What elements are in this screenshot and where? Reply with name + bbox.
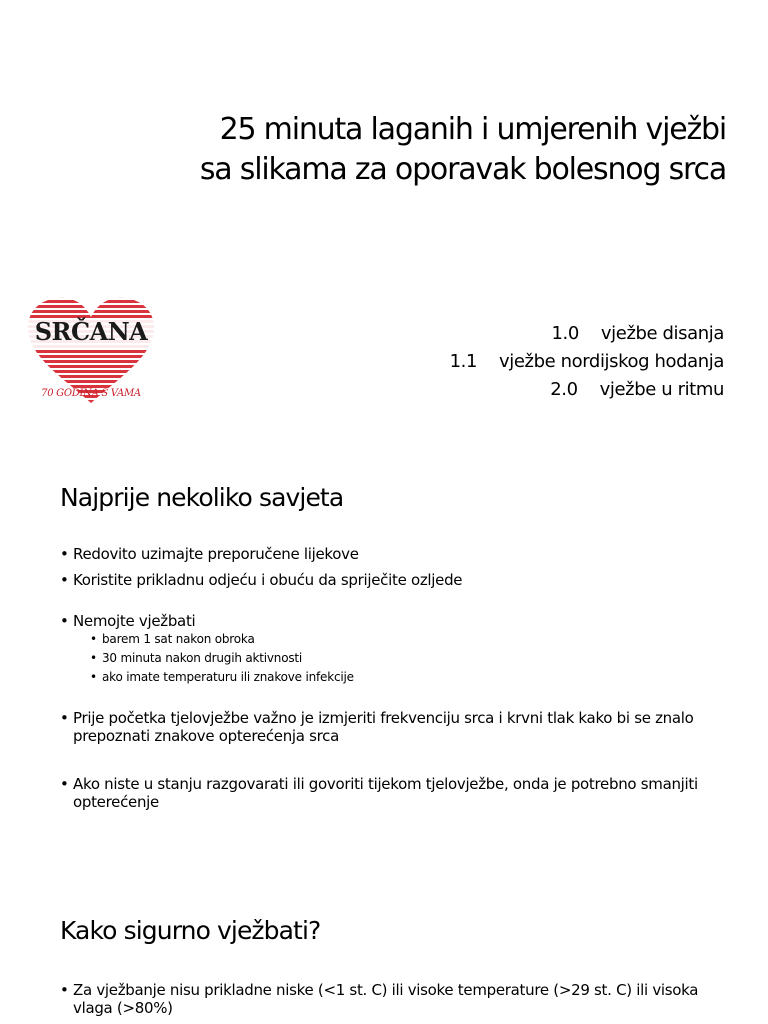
srcana-logo bbox=[22, 295, 160, 408]
title-line-1: 25 minuta laganih i umjerenih vježbi bbox=[219, 112, 726, 147]
advice-heading: Najprije nekoliko savjeta bbox=[60, 483, 344, 512]
title-line-2: sa slikama za oporavak bolesnog srca bbox=[199, 152, 726, 187]
logo-tagline: 70 GODINA S VAMA bbox=[41, 388, 141, 399]
safety-heading: Kako sigurno vježbati? bbox=[60, 916, 321, 945]
exercise-index bbox=[300, 320, 724, 404]
advice-item-no-exercise bbox=[60, 612, 740, 687]
exercise-label: vježbe nordijskog hodanja bbox=[499, 351, 724, 372]
safety-item: • Za vježbanje nisu prikladne niske (<1 st. C) ili visoke temperature (>29 st. C) ili visoka vlaga (>80%) bbox=[60, 981, 740, 1017]
exercise-label: vježbe disanja bbox=[600, 323, 724, 344]
exercise-item bbox=[300, 376, 724, 404]
condition-item: • barem 1 sat nakon obroka bbox=[90, 630, 740, 649]
document-title bbox=[60, 110, 726, 190]
exercise-item bbox=[300, 320, 724, 348]
exercise-number: 1.0 bbox=[551, 323, 579, 344]
advice-section bbox=[60, 482, 740, 811]
advice-item: • Ako niste u stanju razgovarati ili govoriti tijekom tjelovježbe, onda je potrebno smanjiti opterećenje bbox=[60, 775, 740, 811]
advice-item: • Koristite prikladnu odjeću i obuću da spriječite ozljede bbox=[60, 571, 740, 589]
exercise-label: vježbe u ritmu bbox=[599, 379, 724, 400]
no-exercise-conditions-list bbox=[73, 630, 740, 687]
safety-section bbox=[60, 915, 740, 1017]
advice-item-text: Nemojte vježbati bbox=[73, 612, 196, 630]
condition-item: • ako imate temperaturu ili znakove infekcije bbox=[90, 668, 740, 687]
advice-item: • Prije početka tjelovježbe važno je izmjeriti frekvenciju srca i krvni tlak kako bi se znalo prepoznati znakove opterećenja srca bbox=[60, 709, 740, 745]
exercise-item bbox=[300, 348, 724, 376]
safety-list bbox=[60, 981, 740, 1017]
condition-item: • 30 minuta nakon drugih aktivnosti bbox=[90, 649, 740, 668]
advice-item: • Redovito uzimajte preporučene lijekove bbox=[60, 545, 740, 563]
exercise-number: 1.1 bbox=[449, 351, 478, 372]
logo-wordmark: SRČANA bbox=[34, 317, 148, 346]
advice-list bbox=[60, 545, 740, 811]
exercise-number: 2.0 bbox=[550, 379, 578, 400]
